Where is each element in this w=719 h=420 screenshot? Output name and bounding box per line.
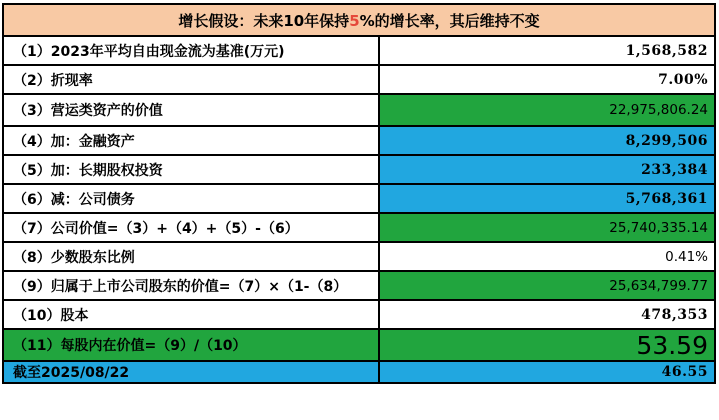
assumption-text-suffix: %的增长率，其后维持不变 — [359, 11, 540, 30]
row-financial-assets-value: 8,299,506 — [379, 126, 715, 155]
row-intrinsic-value-value: 53.59 — [379, 329, 715, 361]
row-discount-rate-label: （2）折现率 — [3, 65, 379, 94]
row-financial-assets — [3, 126, 715, 155]
row-equity-investment — [3, 155, 715, 184]
row-discount-rate-value: 7.00% — [379, 65, 715, 94]
growth-rate-highlight: 5 — [349, 11, 360, 30]
row-financial-assets-label: （4）加：金融资产 — [3, 126, 379, 155]
row-current-price-value: 46.55 — [379, 361, 715, 383]
row-shareholder-value-label: （9）归属于上市公司股东的价值=（7）×（1-（8） — [3, 271, 379, 300]
row-discount-rate — [3, 65, 715, 94]
row-minority-ratio-label: （8）少数股东比例 — [3, 242, 379, 271]
row-shareholder-value — [3, 271, 715, 300]
valuation-table-container — [2, 3, 716, 384]
row-share-capital-label: （10）股本 — [3, 300, 379, 329]
row-operating-assets — [3, 94, 715, 126]
row-equity-investment-label: （5）加：长期股权投资 — [3, 155, 379, 184]
row-intrinsic-value — [3, 329, 715, 361]
row-company-debt — [3, 184, 715, 213]
row-base-fcf — [3, 36, 715, 65]
row-equity-investment-value: 233,384 — [379, 155, 715, 184]
assumption-header-cell — [3, 4, 715, 36]
row-operating-assets-value: 22,975,806.24 — [379, 94, 715, 126]
row-share-capital — [3, 300, 715, 329]
row-current-price — [3, 361, 715, 383]
row-minority-ratio-value: 0.41% — [379, 242, 715, 271]
row-company-value-label: （7）公司价值=（3）+（4）+（5）-（6） — [3, 213, 379, 242]
row-share-capital-value: 478,353 — [379, 300, 715, 329]
row-shareholder-value-value: 25,634,799.77 — [379, 271, 715, 300]
row-minority-ratio — [3, 242, 715, 271]
row-company-value-value: 25,740,335.14 — [379, 213, 715, 242]
valuation-table — [2, 3, 716, 384]
row-company-debt-label: （6）减：公司债务 — [3, 184, 379, 213]
row-base-fcf-value: 1,568,582 — [379, 36, 715, 65]
row-intrinsic-value-label: （11）每股内在价值=（9）/（10） — [3, 329, 379, 361]
row-current-price-label: 截至2025/08/22 — [3, 361, 379, 383]
assumption-text-prefix: 增长假设：未来10年保持 — [178, 11, 350, 30]
row-company-value — [3, 213, 715, 242]
row-base-fcf-label: （1）2023年平均自由现金流为基准(万元) — [3, 36, 379, 65]
assumption-header-row — [3, 4, 715, 36]
row-company-debt-value: 5,768,361 — [379, 184, 715, 213]
row-operating-assets-label: （3）营运类资产的价值 — [3, 94, 379, 126]
